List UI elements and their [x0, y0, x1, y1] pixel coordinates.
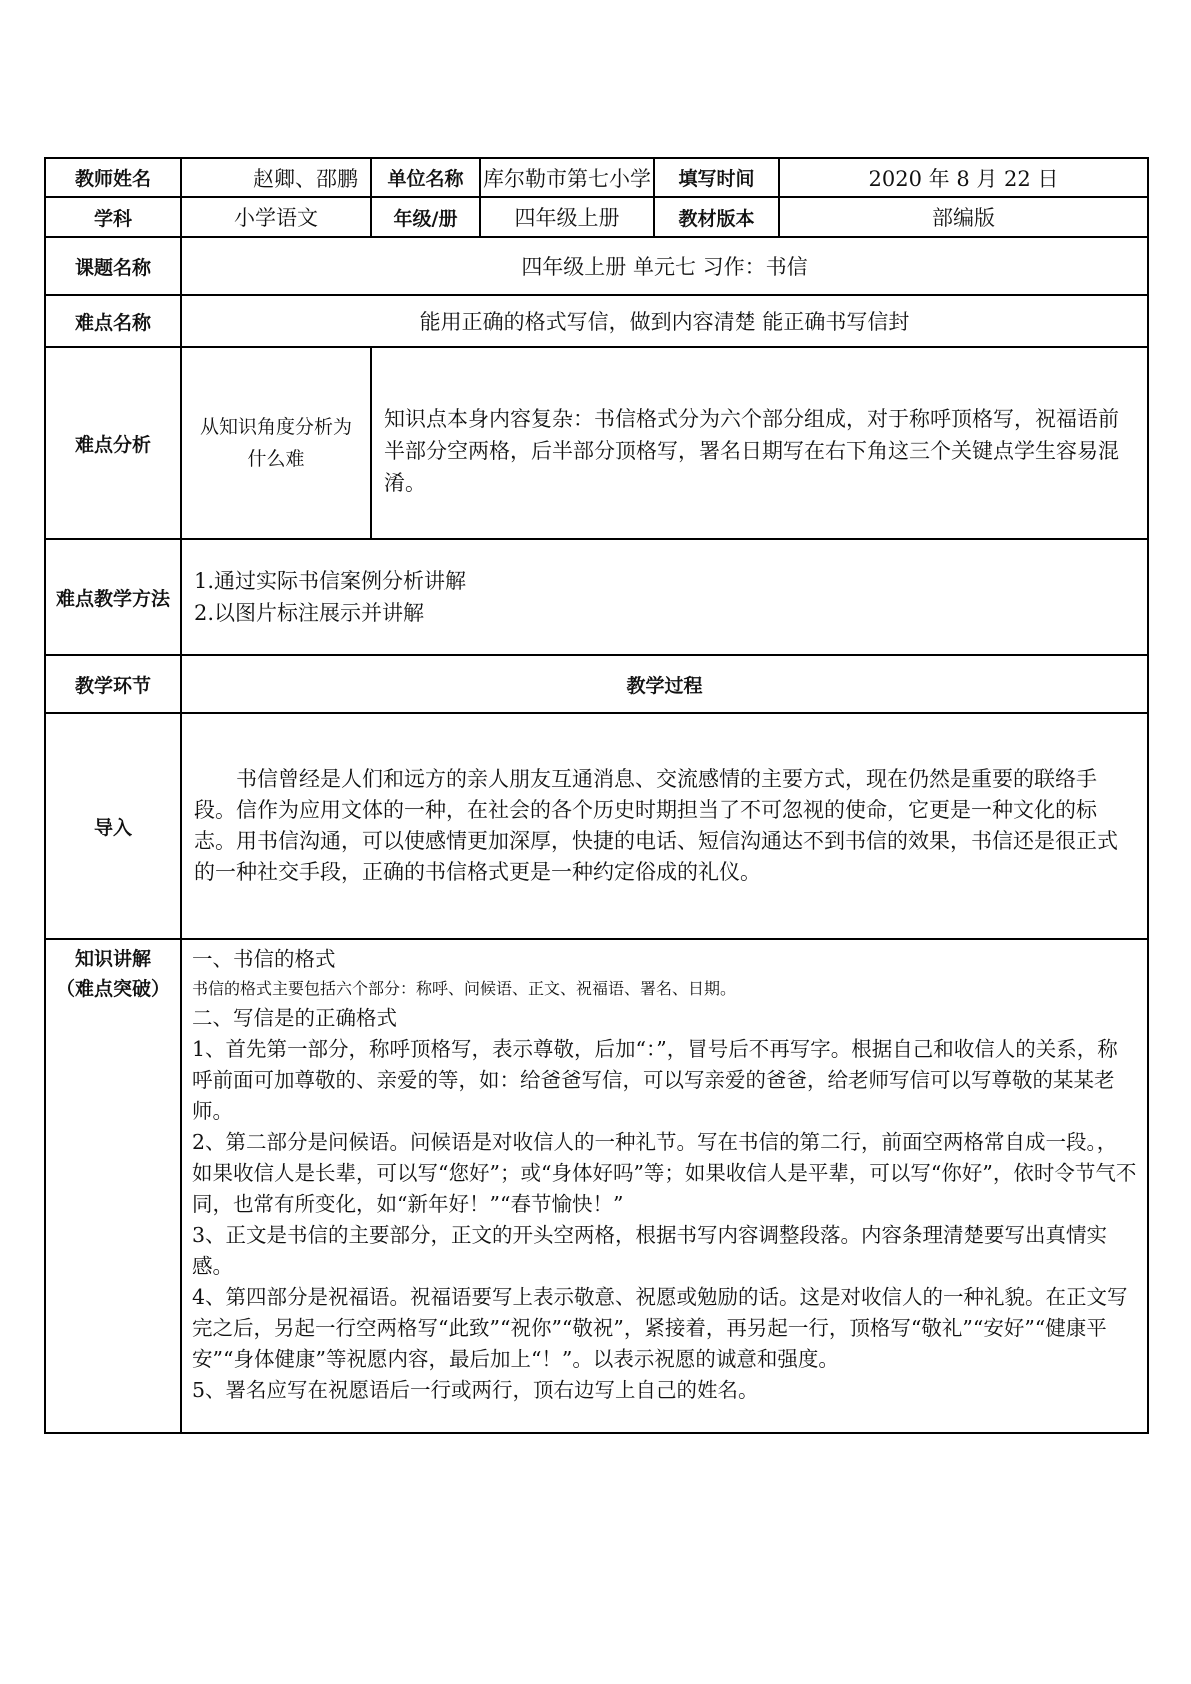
process-label: 教学过程 [181, 655, 1148, 713]
analysis-text: 知识点本身内容复杂：书信格式分为六个部分组成，对于称呼顶格写，祝福语前半部分空两格，后半部分顶格写，署名日期写在右下角这三个关键点学生容易混淆。 [371, 347, 1148, 539]
method-content [181, 539, 1148, 655]
method-label: 难点教学方法 [45, 539, 181, 655]
process-stage-label: 教学环节 [45, 655, 181, 713]
difficulty-row [45, 295, 1148, 347]
topic-label: 课题名称 [45, 237, 181, 295]
subject-value: 小学语文 [181, 197, 371, 237]
grade-label: 年级/册 [371, 197, 480, 237]
knowledge-item-1: 1、首先第一部分，称呼顶格写，表示尊敬，后加“：”，冒号后不再写字。根据自己和收信人的关系，称呼前面可加尊敬的、亲爱的等，如：给爸爸写信，可以写亲爱的爸爸，给老师写信可以写尊敬的某某老师。 [192, 1037, 1118, 1123]
knowledge-heading-1: 一、书信的格式 [192, 947, 336, 971]
date-value: 2020 年 8 月 22 日 [779, 158, 1148, 197]
analysis-label: 难点分析 [45, 347, 181, 539]
knowledge-row [45, 939, 1148, 1433]
knowledge-label [45, 939, 181, 1433]
process-header-row [45, 655, 1148, 713]
method-line-2: 2.以图片标注展示并讲解 [194, 601, 425, 625]
subject-label: 学科 [45, 197, 181, 237]
knowledge-summary: 书信的格式主要包括六个部分：称呼、问候语、正文、祝福语、署名、日期。 [192, 979, 737, 998]
intro-label: 导入 [45, 713, 181, 939]
analysis-row [45, 347, 1148, 539]
difficulty-label: 难点名称 [45, 295, 181, 347]
info-row-1 [45, 158, 1148, 197]
intro-text: 书信曾经是人们和远方的亲人朋友互通消息、交流感情的主要方式，现在仍然是重要的联络手段。信作为应用文体的一种，在社会的各个历史时期担当了不可忽视的使命，它更是一种文化的标志。用书信沟通，可以使感情更加深厚，快捷的电话、短信沟通达不到书信的效果，书信还是很正式的一种社交手段，正确的书信格式更是一种约定俗成的礼仪。 [181, 713, 1148, 939]
unit-value: 库尔勒市第七小学 [480, 158, 654, 197]
date-label: 填写时间 [654, 158, 779, 197]
info-row-2 [45, 197, 1148, 237]
knowledge-item-2: 2、第二部分是问候语。问候语是对收信人的一种礼节。写在书信的第二行，前面空两格常自成一段。，如果收信人是长辈，可以写“您好”；或“身体好吗”等；如果收信人是平辈，可以写“你好”，依时令节气不同，也常有所变化，如“新年好！”“春节愉快！” [192, 1130, 1137, 1216]
grade-value: 四年级上册 [480, 197, 654, 237]
lesson-plan-table [44, 157, 1149, 1434]
edition-label: 教材版本 [654, 197, 779, 237]
teacher-value: 赵卿、邵鹏 [181, 158, 371, 197]
knowledge-item-5: 5、署名应写在祝愿语后一行或两行，顶右边写上自己的姓名。 [192, 1378, 759, 1402]
edition-value: 部编版 [779, 197, 1148, 237]
knowledge-label-line-2: （难点突破） [55, 978, 170, 1000]
difficulty-value: 能用正确的格式写信，做到内容清楚 能正确书写信封 [181, 295, 1148, 347]
knowledge-item-3: 3、正文是书信的主要部分，正文的开头空两格，根据书写内容调整段落。内容条理清楚要写出真情实感。 [192, 1223, 1108, 1278]
knowledge-content [181, 939, 1148, 1433]
intro-row [45, 713, 1148, 939]
teacher-label: 教师姓名 [45, 158, 181, 197]
method-row [45, 539, 1148, 655]
method-line-1: 1.通过实际书信案例分析讲解 [194, 569, 467, 593]
analysis-sub-label: 从知识角度分析为什么难 [181, 347, 371, 539]
topic-value: 四年级上册 单元七 习作：书信 [181, 237, 1148, 295]
unit-label: 单位名称 [371, 158, 480, 197]
knowledge-heading-2: 二、写信是的正确格式 [192, 1006, 397, 1030]
knowledge-label-line-1: 知识讲解 [74, 948, 151, 970]
knowledge-item-4: 4、第四部分是祝福语。祝福语要写上表示敬意、祝愿或勉励的话。这是对收信人的一种礼貌。在正文写完之后，另起一行空两格写“此致”“祝你”“敬祝”，紧接着，再另起一行，顶格写“敬礼”“安好”“健康平安”“身体健康”等祝愿内容，最后加上“！”。以表示祝愿的诚意和强度。 [192, 1285, 1128, 1371]
topic-row [45, 237, 1148, 295]
